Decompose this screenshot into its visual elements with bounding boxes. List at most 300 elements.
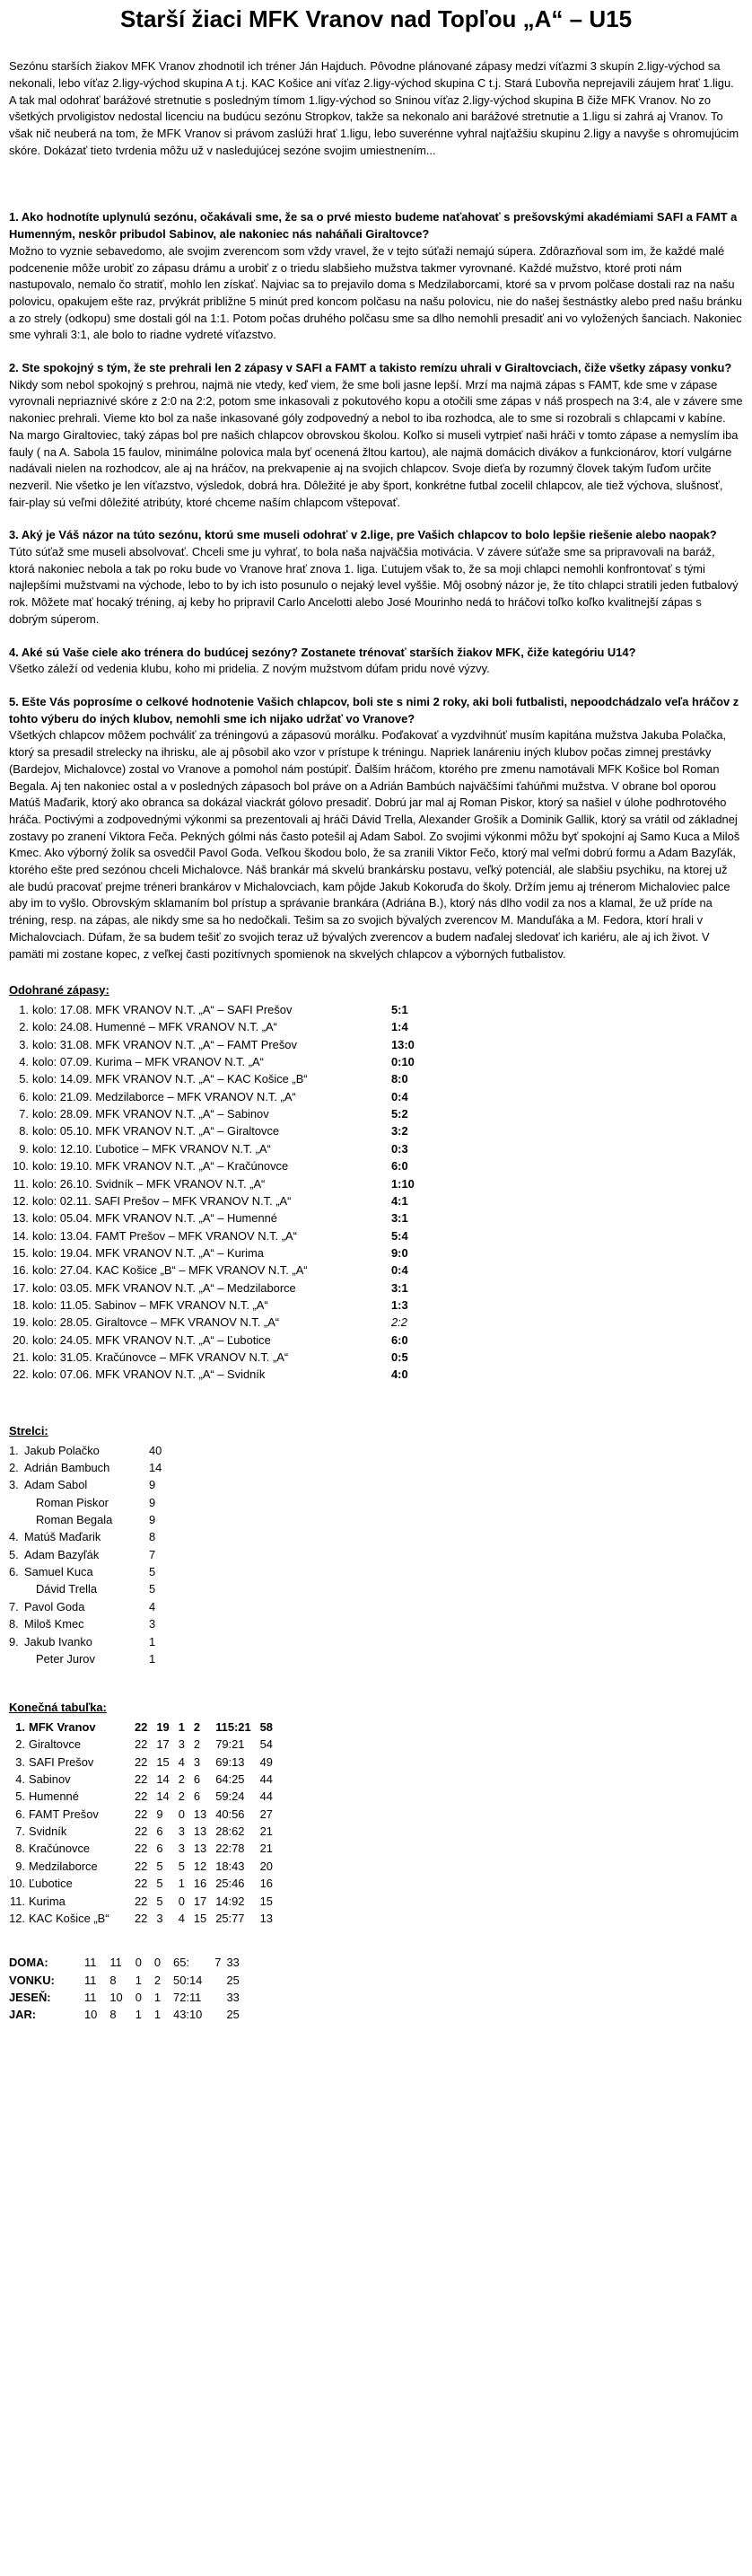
match-score: 2:2 — [391, 1315, 407, 1330]
match-number: 15. — [13, 1245, 29, 1260]
scorer-name: Adrián Bambuch — [24, 1460, 110, 1474]
standings-w: 5 — [156, 1894, 163, 1908]
match-number: 12. — [13, 1193, 29, 1208]
standings-position: 10. — [9, 1877, 25, 1891]
standings-position: 8. — [15, 1842, 25, 1856]
standings-w: 5 — [156, 1877, 163, 1891]
scorer-name: Roman Piskor — [36, 1495, 109, 1509]
standings-l: 3 — [193, 1754, 201, 1769]
match-number: 8. — [19, 1124, 29, 1139]
standings-p: 22 — [135, 1842, 148, 1856]
summary-d: 0 — [135, 1956, 142, 1970]
standings-p: 22 — [135, 1859, 148, 1873]
intro-paragraph: Sezónu starších žiakov MFK Vranov zhodnotil ich tréner Ján Hajduch. Pôvodne plánované zápasy medzi víťazmi 3 skupín 2.ligy-východ sa nekonali, lebo víťaz 2.ligy-východ skupina A t.j. KAC Košice ani víťaz 2.ligy-východ skupina C t.j. Stará Ľubovňa neprejavili záujem hrať 1.ligu. A tak mal odohrať barážové stretnutie s posledným tímom 1.ligy-východ so Sninou víťaz 2.ligy-východ skupina B čiže MFK Vranov. No zo všetkých prvoligistov nedostal licenciu na budúcu sezónu Stropkov, takže sa nekonalo ani barážové stretnutie a 1.ligu si zahrá aj Vranov. To však nič neuberá na tom, že MFK Vranov si právom zaslúži hrať 1.ligu, lebo suverénne vyhral najťažšiu skupinu 2.ligy a navyše s ohromujúcim skóre. Dokázať tieto tvrdenia môžu už v nasledujúcej sezóne svojim umiestnením... — [9, 59, 739, 157]
summary-score: 50:14 — [173, 1973, 203, 1987]
page-title: Starší žiaci MFK Vranov nad Topľou „A“ – U15 — [119, 5, 633, 32]
scorer-row — [9, 1546, 162, 1563]
standings-w: 6 — [156, 1824, 163, 1839]
match-description: kolo: 21.09. Medzilaborce – MFK VRANOV N.T. „A“ — [32, 1089, 296, 1103]
scorer-goals: 9 — [149, 1512, 156, 1526]
scorer-goals: 1 — [149, 1634, 156, 1648]
standings-pts: 44 — [259, 1789, 273, 1804]
match-score: 5:4 — [391, 1228, 408, 1243]
summary-s2 — [214, 1989, 226, 2006]
standings-team: KAC Košice „B“ — [29, 1911, 109, 1925]
scorer-rank: 5. — [9, 1547, 19, 1561]
summary-row — [9, 1954, 252, 1971]
scorer-row — [9, 1442, 162, 1459]
scorer-name: Roman Begala — [36, 1512, 113, 1526]
standings-d: 4 — [178, 1754, 185, 1769]
scorer-name: Jakub Ivanko — [24, 1634, 92, 1648]
scorer-rank: 1. — [9, 1443, 19, 1457]
standings-d: 0 — [178, 1894, 185, 1908]
standings-position: 1. — [15, 1719, 25, 1734]
scorer-rank: 7. — [9, 1599, 19, 1613]
match-score: 4:0 — [391, 1367, 408, 1382]
scorer-row — [9, 1650, 162, 1667]
standings-d: 3 — [178, 1842, 185, 1856]
summary-label: VONKU: — [9, 1973, 55, 1987]
match-number: 11. — [13, 1176, 29, 1191]
match-number: 19. — [13, 1315, 29, 1330]
standings-row — [9, 1754, 282, 1771]
scorer-row — [9, 1633, 162, 1650]
scorer-rank — [9, 1650, 22, 1667]
summary-row — [9, 1972, 252, 1989]
match-score: 1:3 — [391, 1298, 408, 1313]
match-number: 18. — [13, 1298, 29, 1313]
standings-w: 9 — [156, 1807, 163, 1821]
summary-label: JESEŇ: — [9, 1990, 51, 2004]
match-number: 2. — [19, 1020, 29, 1034]
standings-position: 7. — [15, 1824, 25, 1839]
standings-w: 6 — [156, 1842, 163, 1856]
standings-d: 0 — [178, 1807, 185, 1821]
standings-pts: 27 — [259, 1807, 273, 1821]
scorer-name: Peter Jurov — [36, 1651, 95, 1666]
scorer-rank — [9, 1580, 22, 1597]
scorer-goals: 40 — [149, 1443, 162, 1457]
interview-section — [9, 209, 743, 963]
standings-p: 22 — [135, 1772, 148, 1786]
match-description: kolo: 07.06. MFK VRANOV N.T. „A“ – Svidník — [32, 1367, 266, 1382]
match-number: 14. — [13, 1228, 29, 1243]
qa-block — [9, 527, 743, 628]
scorer-row — [9, 1615, 162, 1632]
standings-d: 1 — [178, 1877, 185, 1891]
summary-row — [9, 1989, 252, 2006]
standings-l: 2 — [193, 1737, 201, 1752]
match-score: 4:1 — [391, 1193, 408, 1208]
answer: Všetkých chlapcov môžem pochváliť za tréningovú a zápasovú morálku. Poďakovať a vyzdvihnúť musím kapitána mužstva Jakuba Polačka, ktorý sa presadil strelecky na ihrisku, ale aj pôsobil ako vzor v prístupe k tréningu. Napriek lanáreniu iných klubov počas zimnej prestávky (Bardejov, Michalovce) zostal vo Vranove a pomohol nám postúpiť. Ďalším hráčom, ktorého pre zmenu namotávali MFK Košice bol Roman Begala. Aj ten nakoniec ostal a v posledných zápasoch bol práve on a Adrián Bambúch najväčšími ťahúňmi mužstva. V obrane bol oporou Matúš Maďarik, ktorý ako obranca sa dokázal viackrát gólovo presadiť. Dobrú jar mal aj Roman Piskor, ktorý sa našiel v úlohe podhrotového hráča. Poctivými a zodpovednými výkonmi sa prezentovali aj hráči Dávid Trella, Alexander Grošík a Dominik Gallik, ktorý sa vrátil od základnej zostavy po zranení Viktora Feča. Pekných gólmi nás často potešil aj Adam Sabol. Zo svojimi výkonmi môžu byť spokojní aj Samo Kuca a Miloš Kmec. Ako výborný žolík sa osvedčil Pavol Goda. Veľkou škodou bolo, že sa zranili Viktor Fečo, ktorý mal veľmi dobrú formu a Adam Bazyľák, ktorého ešte pred sezónou chceli Michalovce. Náš brankár má skvelú brankársku postavu, veľký potenciál, ale slabšiu psychiku, na ktorej už ale budú pracovať prejme tréneri brankárov v Michalovciach, kam pôjde Jakub Kokoruďa do školy. Držím jemu aj trénerom Michaloviec palce aby im to vyšlo. Obrovským sklamaním bol prístup a správanie brankára (Adriána B.), ktorý nás dlho vodil za nos a klamal, že už príde na tréning, resp. na zápas, ale nikdy sme sa ho nedočkali. Tešim sa zo svojich bývalých zverencov M. Manduľáka a M. Fedora, ktorí hrali v Michalovciach. Dúfam, že sa budem tešiť zo svojich teraz už bývalých zverencov a budem naďalej sledovať ich kariéru, ale aj ich život. V pamäti mi zostane kopec, z veľkej časti pozitívnych spomienok na skvelých chlapcov a výborných futbalistov. — [9, 728, 740, 961]
standings-row — [9, 1806, 282, 1823]
standings-l: 13 — [193, 1824, 207, 1839]
match-description: kolo: 14.09. MFK VRANOV N.T. „A“ – KAC Košice „B“ — [32, 1072, 308, 1086]
scorer-name: Jakub Polačko — [24, 1443, 100, 1457]
standings-row — [9, 1910, 282, 1927]
summary-p: 10 — [84, 2008, 98, 2022]
standings-row — [9, 1893, 282, 1910]
standings-team: Kurima — [29, 1894, 66, 1908]
scorer-goals: 14 — [149, 1460, 162, 1474]
summary-d: 1 — [135, 2008, 142, 2022]
scorer-row — [9, 1476, 162, 1493]
standings-row — [9, 1736, 282, 1753]
match-description: kolo: 13.04. FAMT Prešov – MFK VRANOV N.T. „A“ — [32, 1228, 297, 1243]
match-description: kolo: 19.10. MFK VRANOV N.T. „A“ – Kračúnovce — [32, 1159, 289, 1174]
matches-table — [9, 1001, 415, 1384]
standings-pts: 54 — [259, 1737, 273, 1752]
summary-p: 11 — [84, 1973, 97, 1987]
summary-p: 11 — [84, 1956, 97, 1970]
standings-score: 40:56 — [215, 1807, 245, 1821]
qa-block — [9, 209, 743, 344]
standings-score: 59:24 — [215, 1789, 245, 1804]
matches-heading: Odohrané zápasy: — [9, 983, 109, 998]
standings-p: 22 — [135, 1911, 148, 1925]
standings-l: 2 — [193, 1719, 201, 1734]
match-row — [9, 1018, 415, 1035]
match-row — [9, 1279, 415, 1297]
scorer-goals: 9 — [149, 1478, 156, 1492]
standings-score: 79:21 — [215, 1737, 245, 1752]
match-row — [9, 1122, 415, 1139]
standings-position: 9. — [15, 1859, 25, 1873]
question: 2. Ste spokojný s tým, že ste prehrali len 2 zápasy v SAFI a FAMT a takisto remízu uhrali v Giraltovciach, čiže všetky zápasy vonku? — [9, 361, 732, 375]
scorer-goals: 4 — [149, 1599, 156, 1613]
standings-w: 19 — [156, 1719, 170, 1734]
standings-row — [9, 1771, 282, 1788]
summary-score: 72:11 — [173, 1990, 202, 2004]
match-row — [9, 1036, 415, 1053]
match-row — [9, 1262, 415, 1279]
scorer-name: Adam Sabol — [24, 1478, 88, 1492]
match-description: kolo: 19.04. MFK VRANOV N.T. „A“ – Kurima — [32, 1245, 264, 1260]
match-row — [9, 1001, 415, 1018]
match-score: 0:10 — [391, 1055, 415, 1069]
scorer-rank — [9, 1494, 22, 1511]
standings-score: 25:46 — [215, 1877, 245, 1891]
match-number: 3. — [19, 1037, 29, 1051]
scorer-name: Miloš Kmec — [24, 1617, 84, 1631]
match-score: 6:0 — [391, 1332, 408, 1347]
scorer-rank: 4. — [9, 1530, 19, 1544]
scorer-rank: 6. — [9, 1565, 19, 1579]
scorer-name: Pavol Goda — [24, 1599, 85, 1613]
summary-s2 — [214, 2006, 226, 2023]
match-score: 1:10 — [391, 1176, 415, 1191]
match-number: 16. — [13, 1263, 29, 1278]
standings-w: 15 — [156, 1754, 170, 1769]
standings-p: 22 — [135, 1824, 148, 1839]
match-description: kolo: 24.05. MFK VRANOV N.T. „A“ – Ľubotice — [32, 1332, 271, 1347]
match-score: 13:0 — [391, 1037, 415, 1051]
standings-team: Sabinov — [29, 1772, 71, 1786]
summary-pts: 33 — [226, 1956, 240, 1970]
standings-row — [9, 1858, 282, 1875]
match-score: 0:4 — [391, 1263, 408, 1278]
scorer-rank: 2. — [9, 1460, 19, 1474]
summary-l: 1 — [153, 1990, 162, 2004]
match-number: 9. — [19, 1141, 29, 1156]
match-description: kolo: 05.04. MFK VRANOV N.T. „A“ – Humenné — [32, 1211, 277, 1226]
standings-d: 1 — [178, 1719, 185, 1734]
summary-pts: 25 — [226, 2008, 240, 2022]
summary-label: JAR: — [9, 2008, 37, 2022]
summary-table — [9, 1954, 252, 2023]
match-number: 13. — [13, 1211, 29, 1226]
scorer-name: Matúš Maďarik — [24, 1530, 101, 1544]
match-row — [9, 1140, 415, 1157]
match-description: kolo: 17.08. MFK VRANOV N.T. „A“ – SAFI Prešov — [32, 1002, 293, 1016]
summary-w: 10 — [109, 1990, 123, 2004]
standings-d: 5 — [178, 1859, 185, 1873]
standings-l: 13 — [193, 1807, 207, 1821]
standings-row — [9, 1840, 282, 1857]
match-number: 17. — [13, 1280, 29, 1295]
standings-d: 4 — [178, 1911, 185, 1925]
match-row — [9, 1332, 415, 1349]
match-number: 5. — [19, 1072, 29, 1086]
summary-l: 2 — [153, 1973, 162, 1987]
standings-team: Humenné — [29, 1789, 79, 1804]
match-score: 5:1 — [391, 1002, 408, 1016]
answer: Túto súťaž sme museli absolvovať. Chceli sme ju vyhrať, to bola naša najväčšia motivácia. V závere súťaže sme sa pripravovali na baráž, ktorá nakoniec nebola a tak po roku bude vo Vranove hrať znova 1. liga. Ľutujem však to, že sa moji chlapci nemohli konfrontovať s tými najlepšími mužstvami na východe, lebo to by ich isto posunulo o nejaký level vyššie. Môj osobný názor je, že títo chlapci stratili jeden futbalový rok. Môžete mať hocaký tréning, aj keby ho pripravil Carlo Ancelotti alebo José Mourinho nedá to hráčovi toľko koľko kvalitnejší zápas s dobrým súperom. — [9, 545, 739, 626]
answer: Nikdy som nebol spokojný s prehrou, najmä nie vtedy, keď viem, že sme boli jasne lepší. Mrzí ma najmä zápas s FAMT, kde sme v zápase vyrovnali nepriaznivé skóre z 2:0 na 2:2, potom sme inkasovali z pokutového kopu a otočili sme zápas v náš prospech na 3:4, ale v závere sme nakoniec prehrali. Vieme kto bol za naše inkasované góly zodpovedný a nebol to iba rozhodca, ale to sme si rozobrali s chlapcami v kabíne. Na margo Giraltoviec, taký zápas bol pre našich chlapcov obrovskou školou. Koľko si museli vytrpieť naši hráči v tomto zápase a nemyslím iba fauly ( na A. Sabola 15 faulov, minimálne polovica mala byť ocenená žltou kartou), ale najmä domácich divákov a funkcionárov, ktorí vulgárne nadávali nielen na rozhodcov, ale aj na hráčov, na prekvapenie aj na svojich chlapcov. Svoje dieťa by rozumný človek takým ľuďom určite nezveril. Nie všetko je len víťazstvo, výsledok, dobrá hra. Dôležité je aby šport, konkrétne futbal zocelil chlapcov, ale tiež výchova, slušnosť, fair-play sú veľmi dôležité atribúty, ktoré chceme naším chlapcom vštepovať. — [9, 377, 743, 509]
standings-heading: Konečná tabuľka: — [9, 1701, 107, 1715]
standings-score: 18:43 — [215, 1859, 245, 1873]
standings-team: Giraltovce — [29, 1737, 82, 1752]
scorer-goals: 3 — [149, 1617, 156, 1631]
scorer-name: Samuel Kuca — [24, 1565, 93, 1579]
match-description: kolo: 28.09. MFK VRANOV N.T. „A“ – Sabinov — [32, 1107, 269, 1121]
standings-team: Ľubotice — [29, 1877, 73, 1891]
summary-l: 0 — [153, 1956, 162, 1970]
match-row — [9, 1227, 415, 1244]
standings-team: SAFI Prešov — [29, 1754, 94, 1769]
scorer-goals: 9 — [149, 1495, 156, 1509]
answer: Možno to vyznie sebavedomo, ale svojim zverencom som vždy vravel, že v tejto súťaži nemajú súpera. Zdôrazňoval som im, že každé malé podcenenie môže urobiť zo zápasu drámu a urobiť z o triedu slabšieho mužstva takmer vyrovnané. Každé mužstvo, ktoré proti nám nastupovalo, nemalo čo stratiť, mohlo len získať. Najviac sa to prejavilo doma s Medzilaborcami, ktoré sa v prvom polčase dostali raz na našu polovicu, opakujem ešte raz, prvýkrát približne 5 minút pred koncom polčasu na našu polovicu, nie do našej šestnástky alebo pred našu bránku a zo strely (odkopu) sme dostali gól na 1:1. Potom počas druhého polčasu sme sa dlho nemohli presadiť ani vo vyložených šanciach. Nakoniec sme vyhrali 3:1, ale bolo to riadne vydreté víťazstvo. — [9, 243, 742, 342]
scorer-goals: 5 — [149, 1565, 156, 1579]
match-score: 3:1 — [391, 1280, 408, 1295]
scorer-rank: 9. — [9, 1634, 19, 1648]
standings-l: 6 — [193, 1772, 201, 1786]
summary-pts: 25 — [226, 1973, 240, 1987]
match-score: 0:4 — [391, 1089, 408, 1103]
match-row — [9, 1070, 415, 1087]
standings-pts: 15 — [259, 1894, 273, 1908]
summary-w: 8 — [109, 2008, 117, 2022]
match-description: kolo: 28.05. Giraltovce – MFK VRANOV N.T. „A“ — [32, 1315, 280, 1330]
match-row — [9, 1297, 415, 1314]
match-number: 10. — [13, 1159, 29, 1174]
match-row — [9, 1157, 415, 1174]
match-score: 8:0 — [391, 1072, 408, 1086]
standings-pts: 21 — [259, 1824, 273, 1839]
question: 1. Ako hodnotíte uplynulú sezónu, očakávali sme, že sa o prvé miesto budeme naťahovať s prešovskými akadémiami SAFI a FAMT a Humenným, neskôr pribudol Sabinov, ale nakoniec nás naháňali Giraltovce? — [9, 210, 738, 242]
scorer-row — [9, 1459, 162, 1476]
standings-pts: 20 — [259, 1859, 273, 1873]
question: 5. Ešte Vás poprosíme o celkové hodnotenie Vašich chlapcov, boli ste s nimi 2 roky, aki boli futbalisti, nepoodchádzalo veľa hráčov z tohto výberu do iných klubov, nemohli sme ich nijako udržať vo Vranove? — [9, 694, 739, 725]
scorer-name: Dávid Trella — [36, 1582, 98, 1596]
standings-w: 14 — [156, 1789, 170, 1804]
summary-w: 11 — [109, 1956, 122, 1970]
standings-d: 2 — [178, 1789, 185, 1804]
scorer-row — [9, 1563, 162, 1580]
scorers-table — [9, 1442, 162, 1668]
standings-position: 12. — [9, 1911, 25, 1925]
standings-table — [9, 1719, 282, 1927]
scorer-rank — [9, 1511, 22, 1528]
standings-row — [9, 1823, 282, 1840]
match-row — [9, 1209, 415, 1226]
standings-row — [9, 1875, 282, 1892]
scorer-rank: 8. — [9, 1617, 19, 1631]
summary-p: 11 — [84, 1990, 97, 2004]
scorer-goals: 5 — [149, 1582, 156, 1596]
standings-l: 13 — [193, 1842, 207, 1856]
summary-label: DOMA: — [9, 1956, 48, 1970]
scorer-row — [9, 1580, 162, 1597]
match-description: kolo: 27.04. KAC Košice „B“ – MFK VRANOV N.T. „A“ — [32, 1263, 308, 1278]
scorer-goals: 8 — [149, 1530, 156, 1544]
summary-d: 1 — [135, 1973, 142, 1987]
standings-l: 16 — [193, 1877, 207, 1891]
match-description: kolo: 07.09. Kurima – MFK VRANOV N.T. „A“ — [32, 1055, 264, 1069]
question: 3. Aký je Váš názor na túto sezónu, ktorú sme museli odohrať v 2.lige, pre Vašich chlapcov to bolo lepšie riešenie alebo naopak? — [9, 528, 717, 542]
match-description: kolo: 31.05. Kračúnovce – MFK VRANOV N.T. „A“ — [32, 1350, 289, 1365]
standings-score: 28:62 — [215, 1824, 245, 1839]
match-score: 1:4 — [391, 1020, 408, 1034]
standings-d: 3 — [178, 1737, 185, 1752]
match-number: 22. — [13, 1367, 29, 1382]
summary-d: 0 — [135, 1990, 142, 2004]
match-description: kolo: 11.05. Sabinov – MFK VRANOV N.T. „A“ — [32, 1298, 268, 1313]
match-row — [9, 1105, 415, 1122]
match-score: 3:2 — [391, 1124, 408, 1139]
match-number: 1. — [19, 1002, 29, 1016]
scorers-heading: Strelci: — [9, 1423, 48, 1437]
match-row — [9, 1244, 415, 1262]
match-number: 6. — [19, 1089, 29, 1103]
standings-w: 3 — [156, 1911, 163, 1925]
scorer-row — [9, 1494, 162, 1511]
match-score: 5:2 — [391, 1107, 408, 1121]
match-number: 21. — [13, 1350, 29, 1365]
standings-row — [9, 1719, 282, 1736]
match-row — [9, 1088, 415, 1105]
standings-l: 6 — [193, 1789, 201, 1804]
match-description: kolo: 31.08. MFK VRANOV N.T. „A“ – FAMT Prešov — [32, 1037, 297, 1051]
qa-block — [9, 360, 743, 511]
match-row — [9, 1349, 415, 1366]
standings-d: 3 — [178, 1824, 185, 1839]
scorer-name: Adam Bazyľák — [24, 1547, 100, 1561]
standings-team: MFK Vranov — [29, 1719, 96, 1734]
standings-pts: 58 — [259, 1719, 273, 1734]
match-description: kolo: 02.11. SAFI Prešov – MFK VRANOV N.T. „A“ — [32, 1193, 292, 1208]
summary-score: 65: — [173, 1956, 189, 1970]
summary-s2: 7 — [214, 1956, 222, 1970]
match-number: 20. — [13, 1332, 29, 1347]
scorer-goals: 7 — [149, 1547, 156, 1561]
standings-score: 69:13 — [215, 1754, 245, 1769]
standings-pts: 13 — [259, 1911, 273, 1925]
standings-score: 25:77 — [215, 1911, 245, 1925]
standings-position: 5. — [15, 1789, 25, 1804]
match-description: kolo: 24.08. Humenné – MFK VRANOV N.T. „A“ — [32, 1020, 277, 1034]
standings-w: 5 — [156, 1859, 163, 1873]
standings-p: 22 — [135, 1719, 148, 1734]
summary-l: 1 — [153, 2008, 162, 2022]
scorer-row — [9, 1528, 162, 1545]
match-row — [9, 1366, 415, 1383]
summary-pts: 33 — [226, 1990, 240, 2004]
standings-p: 22 — [135, 1737, 148, 1752]
match-number: 7. — [19, 1107, 29, 1121]
standings-position: 6. — [15, 1807, 25, 1821]
match-row — [9, 1053, 415, 1070]
standings-score: 64:25 — [215, 1772, 245, 1786]
standings-pts: 16 — [259, 1877, 273, 1891]
standings-l: 15 — [193, 1911, 207, 1925]
match-score: 3:1 — [391, 1211, 408, 1226]
summary-row — [9, 2006, 252, 2023]
standings-pts: 44 — [259, 1772, 273, 1786]
standings-row — [9, 1788, 282, 1805]
standings-p: 22 — [135, 1807, 148, 1821]
question: 4. Aké sú Vaše ciele ako trénera do budúcej sezóny? Zostanete trénovať starších žiakov MFK, čiže kategóriu U14? — [9, 645, 636, 659]
match-row — [9, 1192, 415, 1209]
match-description: kolo: 05.10. MFK VRANOV N.T. „A“ – Giraltovce — [32, 1124, 280, 1139]
standings-score: 14:92 — [215, 1894, 245, 1908]
match-number: 4. — [19, 1055, 29, 1069]
scorer-rank: 3. — [9, 1478, 19, 1492]
standings-team: FAMT Prešov — [29, 1807, 99, 1821]
summary-s2 — [214, 1972, 226, 1989]
standings-pts: 21 — [259, 1842, 273, 1856]
scorer-row — [9, 1511, 162, 1528]
scorer-goals: 1 — [149, 1651, 156, 1666]
standings-position: 4. — [15, 1772, 25, 1786]
standings-score: 115:21 — [215, 1719, 251, 1734]
standings-team: Medzilaborce — [29, 1859, 98, 1873]
match-row — [9, 1314, 415, 1331]
standings-w: 17 — [156, 1737, 170, 1752]
match-score: 0:3 — [391, 1141, 408, 1156]
match-score: 6:0 — [391, 1159, 408, 1174]
match-score: 9:0 — [391, 1245, 408, 1260]
standings-l: 17 — [193, 1894, 207, 1908]
match-description: kolo: 03.05. MFK VRANOV N.T. „A“ – Medzilaborce — [32, 1280, 296, 1295]
standings-position: 3. — [15, 1754, 25, 1769]
summary-w: 8 — [109, 1973, 117, 1987]
standings-l: 12 — [193, 1859, 207, 1873]
answer: Všetko záleží od vedenia klubu, koho mi pridelia. Z novým mužstvom dúfam pridu nové výzvy. — [9, 662, 490, 676]
standings-p: 22 — [135, 1877, 148, 1891]
standings-w: 14 — [156, 1772, 170, 1786]
standings-team: Kračúnovce — [29, 1842, 91, 1856]
standings-pts: 49 — [259, 1754, 273, 1769]
scorer-row — [9, 1598, 162, 1615]
standings-position: 2. — [15, 1737, 25, 1752]
match-score: 0:5 — [391, 1350, 408, 1365]
match-description: kolo: 12.10. Ľubotice – MFK VRANOV N.T. „A“ — [32, 1141, 271, 1156]
match-description: kolo: 26.10. Svidník – MFK VRANOV N.T. „A“ — [32, 1176, 266, 1191]
qa-block — [9, 645, 743, 678]
standings-score: 22:78 — [215, 1842, 245, 1856]
